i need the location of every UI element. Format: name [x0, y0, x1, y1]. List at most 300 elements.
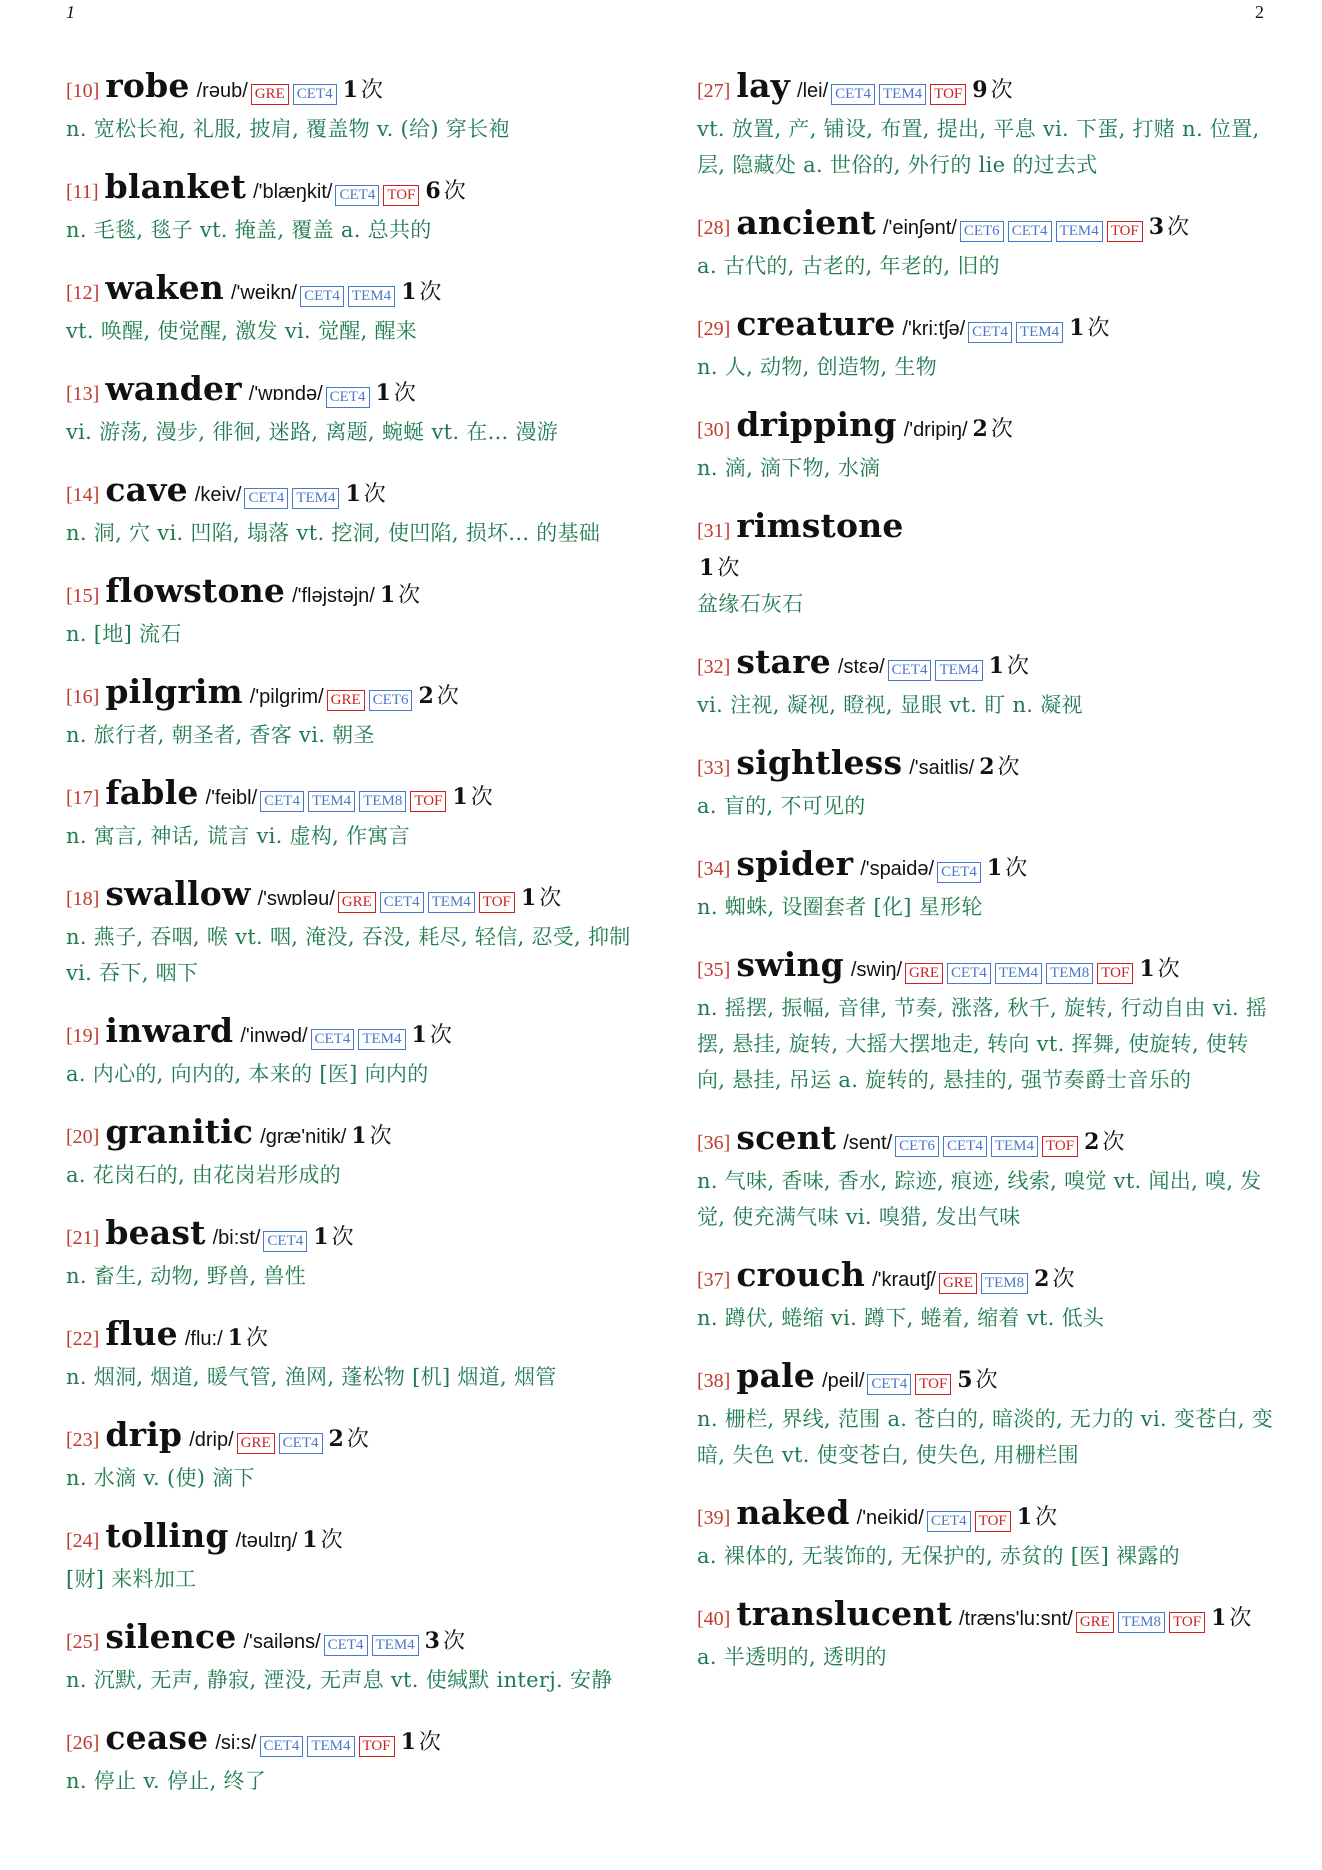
exam-tag-tem4: TEM4	[358, 1029, 405, 1050]
exam-tag-cet4: CET4	[888, 660, 932, 681]
vocab-entry	[697, 506, 1275, 622]
entry-index: [40]	[697, 1608, 731, 1630]
occurrence-suffix: 次	[443, 179, 466, 204]
phonetic: /'feibl/	[205, 787, 258, 809]
occurrence-suffix: 次	[997, 755, 1020, 780]
exam-tag-tem4: TEM4	[1056, 221, 1103, 242]
exam-tag-cet4: CET4	[947, 963, 991, 984]
definition: a. 盲的, 不可见的	[697, 794, 866, 818]
exam-tag-cet6: CET6	[369, 690, 413, 711]
occurrence-suffix: 次	[346, 1427, 369, 1452]
occurrence-number: 1	[313, 1224, 329, 1250]
definition: 盆缘石灰石	[697, 592, 804, 616]
definition: vt. 唤醒, 使觉醒, 激发 vi. 觉醒, 醒来	[66, 319, 418, 343]
exam-tag-tem4: TEM4	[292, 488, 339, 509]
occurrence-count	[1069, 308, 1109, 349]
occurrence-number: 1	[227, 1325, 243, 1351]
headword-line	[697, 66, 1275, 111]
phonetic: /'krautʃ/	[872, 1269, 936, 1291]
occurrence-count	[345, 474, 385, 515]
phonetic: /bi:st/	[212, 1227, 261, 1249]
headword-line	[66, 1011, 644, 1056]
occurrence-count	[972, 70, 1012, 111]
phonetic: /'einʃənt/	[882, 217, 957, 239]
headword-line	[697, 743, 1275, 788]
occurrence-suffix: 次	[975, 1368, 998, 1393]
headword: fable	[105, 773, 199, 812]
definition: a. 花岗石的, 由花岗岩形成的	[66, 1163, 342, 1187]
exam-tag-cet4: CET4	[380, 892, 424, 913]
occurrence-number: 1	[988, 653, 1004, 679]
exam-tag-tof: TOF	[1042, 1136, 1078, 1157]
vocab-entry	[697, 1493, 1275, 1574]
phonetic: /swiŋ/	[850, 959, 903, 981]
vocab-entry	[66, 268, 644, 349]
entry-index: [23]	[66, 1429, 100, 1451]
occurrence-number: 1	[986, 855, 1003, 881]
occurrence-number: 1	[1016, 1504, 1033, 1530]
exam-tag-cet4: CET4	[311, 1029, 355, 1050]
exam-tag-tem4: TEM4	[879, 84, 926, 105]
exam-tag-cet4: CET4	[300, 286, 344, 307]
definition: n. 水滴 v. (使) 滴下	[66, 1466, 255, 1490]
occurrence-number: 1	[375, 380, 391, 406]
headword-line	[66, 1314, 644, 1359]
occurrence-number: 5	[957, 1367, 973, 1393]
entry-index: [24]	[66, 1530, 100, 1552]
vocab-entry	[66, 167, 644, 248]
entry-index: [35]	[697, 959, 731, 981]
occurrence-count	[1139, 949, 1179, 990]
exam-tag-cet4: CET4	[260, 791, 304, 812]
occurrence-suffix: 次	[717, 556, 740, 581]
vocab-entry	[66, 66, 644, 147]
headword: beast	[105, 1213, 206, 1252]
definition: a. 裸体的, 无装饰的, 无保护的, 赤贫的 [医] 裸露的	[697, 1544, 1180, 1568]
occurrence-number: 2	[1084, 1129, 1100, 1155]
headword: drip	[105, 1415, 183, 1454]
headword-line	[697, 642, 1275, 687]
vocab-entry	[66, 1314, 644, 1395]
exam-tag-tof: TOF	[1097, 963, 1133, 984]
occurrence-suffix: 次	[442, 1629, 465, 1654]
exam-tag-tof: TOF	[915, 1374, 951, 1395]
entry-index: [17]	[66, 787, 100, 809]
definition: n. 蹲伏, 蜷缩 vi. 蹲下, 蜷着, 缩着 vt. 低头	[697, 1306, 1105, 1330]
exam-tag-tem4: TEM4	[308, 791, 355, 812]
vocab-entry	[66, 470, 644, 551]
entry-index: [12]	[66, 282, 100, 304]
exam-tag-gre: GRE	[939, 1273, 977, 1294]
occurrence-suffix: 次	[429, 1023, 452, 1048]
exam-tag-tem4: TEM4	[428, 892, 475, 913]
exam-tag-tof: TOF	[930, 84, 966, 105]
exam-tag-cet4: CET4	[260, 1736, 304, 1757]
vocab-entry	[697, 844, 1275, 925]
entry-index: [31]	[697, 520, 731, 542]
headword-line	[66, 571, 644, 616]
exam-tag-tem4: TEM4	[307, 1736, 354, 1757]
headword: sightless	[736, 743, 903, 782]
exam-tag-cet4: CET4	[943, 1136, 987, 1157]
page-number-right: 2	[1255, 2, 1264, 22]
exam-tag-cet4: CET4	[927, 1511, 971, 1532]
exam-tag-cet4: CET4	[1008, 221, 1052, 242]
vocab-entry	[697, 1594, 1275, 1675]
occurrence-number: 1	[401, 279, 417, 305]
occurrence-number: 1	[1211, 1605, 1227, 1631]
headword: lay	[736, 66, 791, 105]
phonetic: /təulɪŋ/	[235, 1530, 298, 1552]
headword: cease	[105, 1718, 209, 1757]
vocab-entry	[66, 571, 644, 652]
headword: waken	[105, 268, 224, 307]
phonetic: /rəub/	[196, 80, 248, 102]
headword-line	[66, 1516, 644, 1561]
occurrence-suffix: 次	[470, 785, 493, 810]
exam-tag-cet4: CET4	[867, 1374, 911, 1395]
headword-line	[697, 203, 1275, 248]
phonetic: /sent/	[843, 1132, 893, 1154]
occurrence-number: 6	[425, 178, 441, 204]
occurrence-number: 9	[972, 77, 988, 103]
occurrence-suffix: 次	[360, 78, 383, 103]
entry-index: [26]	[66, 1732, 100, 1754]
vocab-entry	[697, 743, 1275, 824]
occurrence-number: 2	[1034, 1266, 1050, 1292]
headword-line	[697, 304, 1275, 349]
headword-line	[66, 470, 644, 515]
exam-tag-tem4: TEM4	[1016, 322, 1063, 343]
phonetic: /'neikid/	[856, 1507, 924, 1529]
phonetic: /peil/	[822, 1370, 865, 1392]
occurrence-count	[1084, 1122, 1124, 1163]
headword: rimstone	[736, 506, 904, 545]
occurrence-count	[699, 551, 739, 586]
occurrence-suffix: 次	[1035, 1505, 1058, 1530]
occurrence-suffix: 次	[398, 583, 421, 608]
headword-line	[697, 844, 1275, 889]
definition: a. 内心的, 向内的, 本来的 [医] 向内的	[66, 1062, 429, 1086]
vocab-entry	[697, 304, 1275, 385]
headword-line	[697, 1255, 1275, 1300]
page-number-left: 1	[66, 2, 75, 22]
definition: n. 寓言, 神话, 谎言 vi. 虚构, 作寓言	[66, 824, 411, 848]
occurrence-suffix: 次	[539, 886, 562, 911]
definition: n. 栅栏, 界线, 范围 a. 苍白的, 暗淡的, 无力的 vi. 变苍白, 变暗, 失色 vt. 使变苍白, 使失色, 用栅栏围	[697, 1407, 1274, 1467]
occurrence-count	[1017, 1497, 1057, 1538]
headword: spider	[736, 844, 854, 883]
exam-tag-cet4: CET4	[326, 387, 370, 408]
exam-tag-tem4: TEM4	[935, 660, 982, 681]
occurrence-count	[1211, 1598, 1251, 1639]
headword-line	[66, 369, 644, 414]
headword: pale	[736, 1356, 816, 1395]
exam-tag-gre: GRE	[327, 690, 365, 711]
vocab-entry	[697, 945, 1275, 1098]
exam-tag-cet4: CET4	[324, 1635, 368, 1656]
occurrence-number: 1	[1069, 315, 1085, 341]
entry-index: [10]	[66, 80, 100, 102]
occurrence-suffix: 次	[990, 417, 1013, 442]
phonetic: /'dripiŋ/	[903, 419, 968, 441]
headword: scent	[736, 1118, 837, 1157]
entry-index: [36]	[697, 1132, 731, 1154]
phonetic: /'blæŋkit/	[253, 181, 333, 203]
headword-line	[697, 945, 1275, 990]
headword-line	[66, 1112, 644, 1157]
occurrence-number: 3	[1148, 214, 1165, 240]
exam-tag-tem8: TEM8	[981, 1273, 1028, 1294]
occurrence-count	[401, 272, 441, 313]
definition: n. 停止 v. 停止, 终了	[66, 1769, 267, 1793]
definition: n. 畜生, 动物, 野兽, 兽性	[66, 1264, 307, 1288]
entry-index: [19]	[66, 1025, 100, 1047]
occurrence-suffix: 次	[1087, 316, 1110, 341]
exam-tag-tof: TOF	[1107, 221, 1143, 242]
occurrence-number: 1	[302, 1527, 318, 1553]
entry-index: [15]	[66, 585, 100, 607]
headword-line	[697, 405, 1275, 450]
headword: stare	[736, 642, 831, 681]
occurrence-count	[380, 575, 420, 616]
occurrence-suffix: 次	[363, 482, 386, 507]
vocab-entry	[66, 874, 644, 991]
entry-index: [20]	[66, 1126, 100, 1148]
occurrence-count	[412, 1015, 452, 1056]
exam-tag-tof: TOF	[410, 791, 446, 812]
phonetic: /keiv/	[194, 484, 242, 506]
occurrence-number: 2	[328, 1426, 344, 1452]
entry-index: [28]	[697, 217, 731, 239]
phonetic: /'pilgrim/	[249, 686, 324, 708]
headword: ancient	[736, 203, 876, 242]
headword: pilgrim	[105, 672, 243, 711]
exam-tag-tem4: TEM4	[348, 286, 395, 307]
entry-index: [25]	[66, 1631, 100, 1653]
headword-line	[66, 773, 644, 818]
exam-tag-cet4: CET4	[968, 322, 1012, 343]
phonetic: /lei/	[797, 80, 829, 102]
headword: dripping	[736, 405, 897, 444]
headword-line	[697, 1594, 1275, 1639]
entry-index: [38]	[697, 1370, 731, 1392]
phonetic: /'weikn/	[230, 282, 298, 304]
occurrence-count	[973, 409, 1013, 450]
exam-tag-gre: GRE	[251, 84, 289, 105]
vocab-entry	[66, 1415, 644, 1496]
definition: n. 洞, 穴 vi. 凹陷, 塌落 vt. 挖洞, 使凹陷, 损坏... 的基础	[66, 521, 601, 545]
exam-tag-tof: TOF	[359, 1736, 395, 1757]
occurrence-number: 1	[400, 1729, 416, 1755]
entry-index: [13]	[66, 383, 100, 405]
occurrence-number: 1	[379, 582, 396, 608]
exam-tag-gre: GRE	[237, 1433, 275, 1454]
definition: n. [地] 流石	[66, 622, 182, 646]
entry-index: [33]	[697, 757, 731, 779]
occurrence-suffix: 次	[1229, 1606, 1252, 1631]
occurrence-suffix: 次	[1052, 1267, 1075, 1292]
count-line	[697, 551, 1275, 586]
exam-tag-cet4: CET4	[831, 84, 875, 105]
phonetic: /'spaidə/	[860, 858, 935, 880]
entry-index: [11]	[66, 181, 99, 203]
headword-line	[697, 1356, 1275, 1401]
occurrence-suffix: 次	[245, 1326, 268, 1351]
occurrence-number: 2	[972, 416, 988, 442]
occurrence-suffix: 次	[1006, 654, 1029, 679]
phonetic: /drip/	[189, 1429, 234, 1451]
entry-index: [27]	[697, 80, 731, 102]
headword: naked	[736, 1493, 850, 1532]
definition: n. 旅行者, 朝圣者, 香客 vi. 朝圣	[66, 723, 375, 747]
headword: blanket	[104, 167, 247, 206]
vocab-entry	[66, 1011, 644, 1092]
exam-tag-tem8: TEM8	[1118, 1612, 1165, 1633]
definition: n. 沉默, 无声, 静寂, 湮没, 无声息 vt. 使缄默 interj. 安静	[66, 1668, 613, 1692]
phonetic: /'sailəns/	[243, 1631, 321, 1653]
definition: vt. 放置, 产, 铺设, 布置, 提出, 平息 vi. 下蛋, 打赌 n. 位置, 层, 隐藏处 a. 世俗的, 外行的 lie 的过去式	[697, 117, 1260, 177]
occurrence-suffix: 次	[331, 1225, 354, 1250]
occurrence-suffix: 次	[1102, 1130, 1125, 1155]
headword: wander	[105, 369, 242, 408]
vocab-column-right	[697, 66, 1275, 1695]
phonetic: /'fləjstəjn/	[292, 585, 375, 607]
definition: a. 古代的, 古老的, 年老的, 旧的	[697, 254, 1000, 278]
headword: inward	[105, 1011, 234, 1050]
vocab-entry	[66, 1112, 644, 1193]
vocab-entry	[66, 1213, 644, 1294]
headword: robe	[105, 66, 190, 105]
vocab-entry	[697, 1255, 1275, 1336]
phonetic: /græ'nitik/	[260, 1126, 347, 1148]
headword-line	[66, 1617, 644, 1662]
phonetic: /'swɒləu/	[257, 888, 335, 910]
vocab-entry	[66, 672, 644, 753]
entry-index: [18]	[66, 888, 100, 910]
definition: vi. 游荡, 漫步, 徘徊, 迷路, 离题, 蜿蜒 vt. 在... 漫游	[66, 420, 559, 444]
entry-index: [16]	[66, 686, 100, 708]
definition: n. 燕子, 吞咽, 喉 vt. 咽, 淹没, 吞没, 耗尽, 轻信, 忍受, 抑制 vi. 吞下, 咽下	[66, 925, 631, 985]
entry-index: [32]	[697, 656, 731, 678]
headword: flowstone	[105, 571, 286, 610]
exam-tag-cet4: CET4	[263, 1231, 307, 1252]
definition: [财] 来料加工	[66, 1567, 197, 1591]
headword: granitic	[105, 1112, 254, 1151]
vocab-entry	[697, 1118, 1275, 1235]
occurrence-count	[343, 70, 383, 111]
occurrence-count	[989, 646, 1029, 687]
occurrence-count	[376, 373, 416, 414]
exam-tag-tem4: TEM4	[991, 1136, 1038, 1157]
definition: n. 摇摆, 振幅, 音律, 节奏, 涨落, 秋千, 旋转, 行动自由 vi. 摇摆, 悬挂, 旋转, 大摇大摆地走, 转向 vt. 挥舞, 使旋转, 使转向, 悬挂, 吊运 a. 旋转的, 悬挂的, 强节奏爵士音乐的	[697, 996, 1268, 1092]
headword: creature	[736, 304, 896, 343]
vocab-entry	[66, 1516, 644, 1597]
exam-tag-cet4: CET4	[937, 862, 981, 883]
definition: vi. 注视, 凝视, 瞪视, 显眼 vt. 盯 n. 凝视	[697, 693, 1083, 717]
exam-tag-gre: GRE	[905, 963, 943, 984]
occurrence-number: 1	[342, 77, 358, 103]
vocab-entry	[697, 405, 1275, 486]
occurrence-count	[979, 747, 1019, 788]
definition: n. 烟洞, 烟道, 暖气管, 渔网, 蓬松物 [机] 烟道, 烟管	[66, 1365, 557, 1389]
vocab-entry	[697, 642, 1275, 723]
phonetic: /'inwəd/	[240, 1025, 308, 1047]
occurrence-count	[1149, 207, 1189, 248]
occurrence-suffix: 次	[419, 280, 442, 305]
headword-line	[66, 1415, 644, 1460]
occurrence-count	[521, 878, 561, 919]
phonetic: /træns'lu:snt/	[958, 1608, 1073, 1630]
headword-line	[697, 1493, 1275, 1538]
occurrence-count	[228, 1318, 268, 1359]
occurrence-count	[425, 1621, 465, 1662]
occurrence-suffix: 次	[393, 381, 416, 406]
occurrence-count	[351, 1116, 391, 1157]
headword-line	[66, 167, 644, 212]
entry-index: [14]	[66, 484, 100, 506]
vocab-entry	[697, 66, 1275, 183]
occurrence-number: 1	[411, 1022, 427, 1048]
entry-index: [37]	[697, 1269, 731, 1291]
definition: n. 滴, 滴下物, 水滴	[697, 456, 881, 480]
occurrence-suffix: 次	[1167, 215, 1190, 240]
occurrence-number: 1	[345, 481, 361, 507]
headword: translucent	[736, 1594, 952, 1633]
occurrence-count	[957, 1360, 997, 1401]
occurrence-suffix: 次	[369, 1124, 392, 1149]
headword: swing	[736, 945, 844, 984]
definition: n. 蜘蛛, 设圈套者 [化] 星形轮	[697, 895, 983, 919]
occurrence-count	[987, 848, 1027, 889]
phonetic: /'wɒndə/	[248, 383, 323, 405]
headword: crouch	[736, 1255, 866, 1294]
phonetic: /'saitlis/	[909, 757, 975, 779]
occurrence-suffix: 次	[990, 78, 1013, 103]
phonetic: /stεə/	[837, 656, 885, 678]
exam-tag-tem4: TEM4	[995, 963, 1042, 984]
occurrence-suffix: 次	[418, 1730, 441, 1755]
vocab-entry	[66, 1718, 644, 1799]
occurrence-number: 2	[979, 754, 995, 780]
definition: a. 半透明的, 透明的	[697, 1645, 887, 1669]
exam-tag-cet4: CET4	[279, 1433, 323, 1454]
definition: n. 气味, 香味, 香水, 踪迹, 痕迹, 线索, 嗅觉 vt. 闻出, 嗅, 发觉, 使充满气味 vi. 嗅猎, 发出气味	[697, 1169, 1262, 1229]
exam-tag-cet6: CET6	[960, 221, 1004, 242]
entry-index: [29]	[697, 318, 731, 340]
occurrence-count	[313, 1217, 353, 1258]
definition: n. 人, 动物, 创造物, 生物	[697, 355, 938, 379]
headword-line	[66, 1718, 644, 1763]
phonetic: /si:s/	[215, 1732, 257, 1754]
exam-tag-cet4: CET4	[293, 84, 337, 105]
vocab-column-left	[66, 66, 644, 1819]
occurrence-number: 1	[520, 885, 537, 911]
headword-line	[697, 506, 1275, 551]
exam-tag-tem8: TEM8	[359, 791, 406, 812]
exam-tag-cet6: CET6	[895, 1136, 939, 1157]
exam-tag-tem8: TEM8	[1046, 963, 1093, 984]
vocab-entry	[697, 203, 1275, 284]
exam-tag-tem4: TEM4	[372, 1635, 419, 1656]
entry-index: [22]	[66, 1328, 100, 1350]
headword: cave	[105, 470, 188, 509]
occurrence-count	[329, 1419, 369, 1460]
vocab-entry	[66, 369, 644, 450]
headword: flue	[105, 1314, 178, 1353]
headword-line	[66, 66, 644, 111]
occurrence-number: 1	[351, 1123, 367, 1149]
